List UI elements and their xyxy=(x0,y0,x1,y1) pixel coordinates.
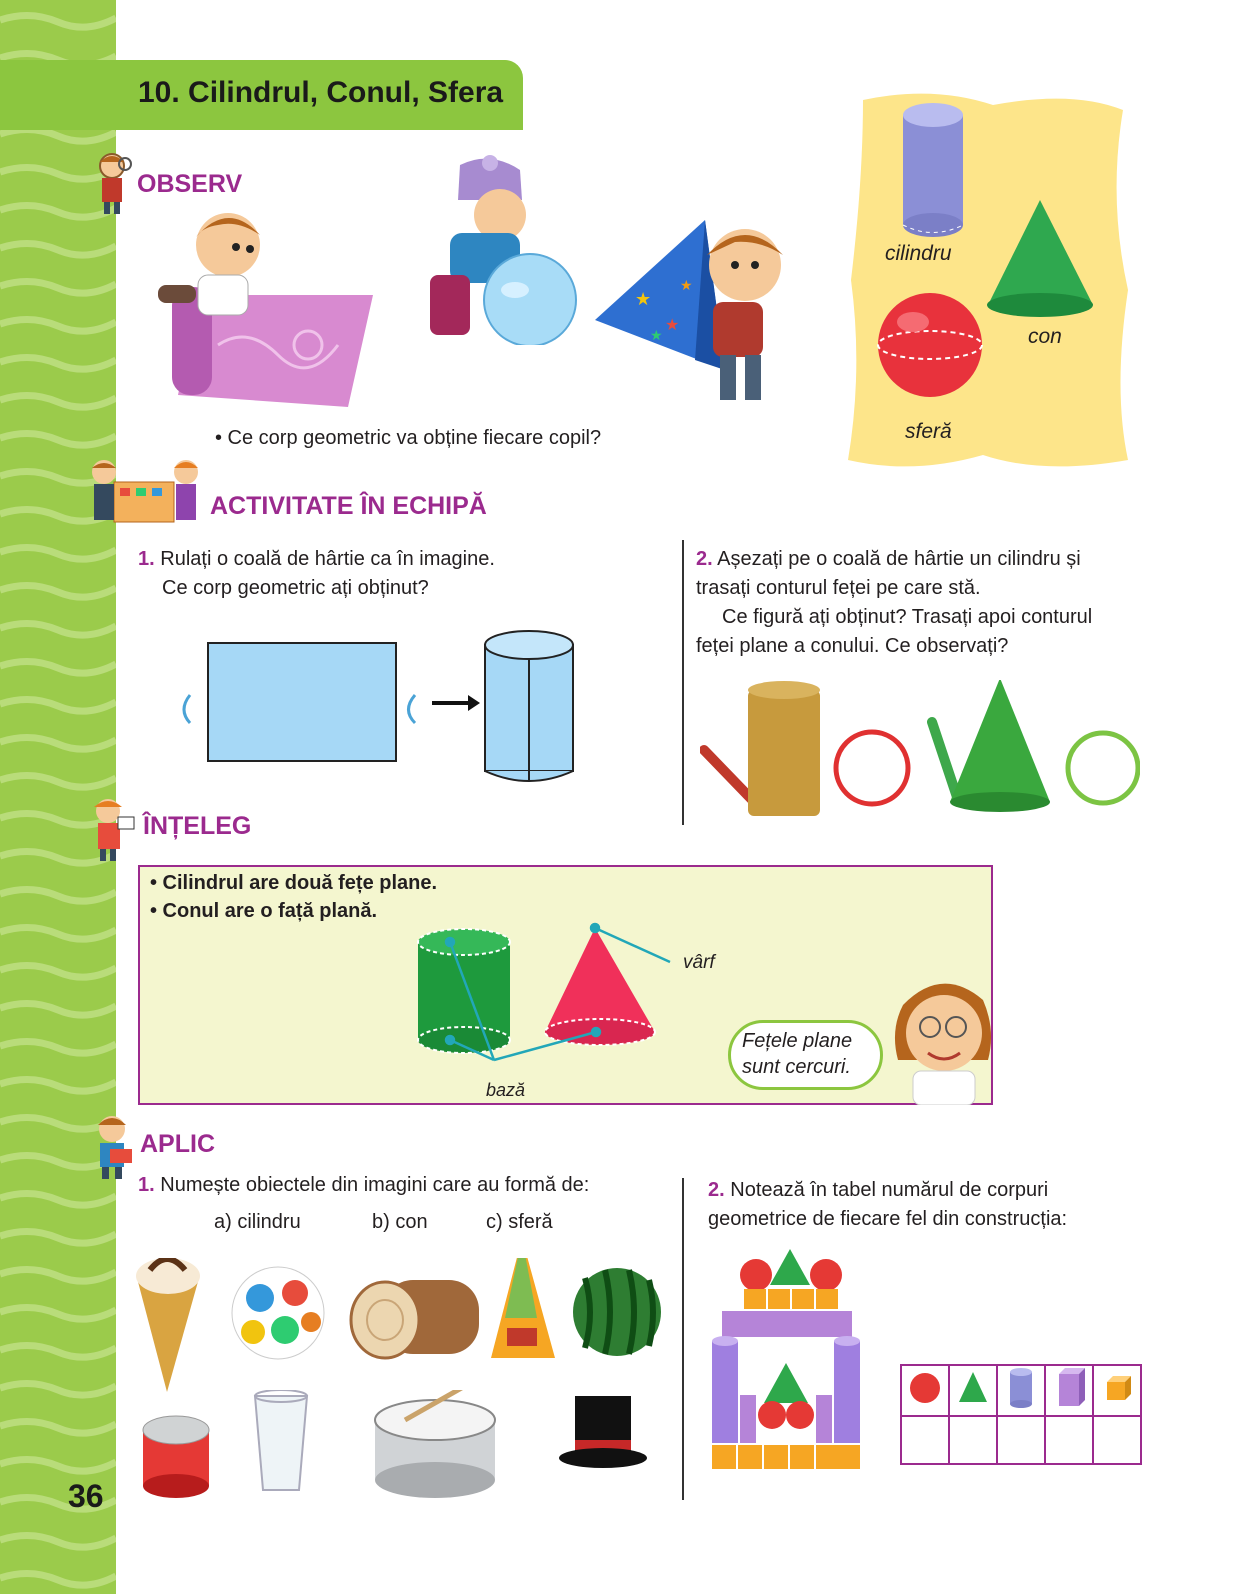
aplic-task1-number: 1. xyxy=(138,1174,155,1196)
option-a: a) cilindru xyxy=(214,1211,301,1233)
team-task1-line2: Ce corp geometric ați obținut? xyxy=(162,577,429,599)
answer-cell-prism[interactable] xyxy=(1045,1416,1093,1464)
label-baza: bază xyxy=(486,1080,526,1100)
tin-can-icon xyxy=(143,1416,209,1498)
aplic-task2-text1: Notează în tabel numărul de corpuri xyxy=(730,1179,1049,1201)
red-cone xyxy=(545,928,655,1045)
team-task1-number: 1. xyxy=(138,548,155,570)
answer-cell-cube[interactable] xyxy=(1093,1416,1141,1464)
kid-snowball-illustration xyxy=(410,155,580,345)
green-cone xyxy=(950,680,1050,802)
soccer-ball-icon xyxy=(232,1267,324,1359)
fact-cylinder: • Cilindrul are două fețe plane. xyxy=(150,872,438,894)
label-con: con xyxy=(1028,325,1062,348)
table-header-row xyxy=(901,1365,1141,1416)
team-task1-line1 xyxy=(138,544,495,574)
roll-arrow-right-icon xyxy=(409,695,416,723)
sphere-shape-icon xyxy=(878,293,982,397)
kids-with-book-icon xyxy=(86,458,204,528)
red-circle-trace xyxy=(836,732,908,804)
green-pencil-icon xyxy=(932,722,958,800)
cylinder-column-icon xyxy=(997,1365,1045,1416)
sphere-column-icon xyxy=(901,1365,949,1416)
column-divider xyxy=(682,540,684,825)
column-divider-2 xyxy=(682,1178,684,1500)
team-task2-line4: feței plane a conului. Ce observați? xyxy=(696,635,1009,657)
label-cilindru: cilindru xyxy=(885,242,952,265)
paper-rectangle xyxy=(208,643,396,761)
party-hat-icon xyxy=(491,1258,555,1358)
cube-column-icon xyxy=(1093,1365,1141,1416)
option-b: b) con xyxy=(372,1211,428,1233)
paper-rolling-diagram xyxy=(170,625,590,795)
block-construction-illustration xyxy=(712,1245,872,1495)
kid-magnifier-icon xyxy=(92,150,132,216)
aplic-task1-line xyxy=(138,1170,589,1200)
green-cylinder xyxy=(418,929,510,1053)
drum-icon xyxy=(375,1390,495,1498)
table-answer-row xyxy=(901,1416,1141,1464)
trace-shapes-illustration xyxy=(700,680,1140,830)
team-heading: ACTIVITATE ÎN ECHIPĂ xyxy=(210,492,487,520)
svg-text:★: ★ xyxy=(665,315,680,334)
answer-cell-sphere[interactable] xyxy=(901,1416,949,1464)
aplic-task2-line2: geometrice de fiecare fel din construcția: xyxy=(708,1208,1068,1230)
answer-cell-cone[interactable] xyxy=(949,1416,997,1464)
candle-cylinder xyxy=(748,690,820,816)
rolled-cylinder xyxy=(485,631,573,781)
kid-rolling-mat-illustration xyxy=(158,195,380,413)
objects-row-1 xyxy=(135,1258,675,1398)
faces-diagram xyxy=(410,920,710,1095)
observ-heading: OBSERV xyxy=(137,170,243,198)
ice-cream-cone-icon xyxy=(136,1258,200,1392)
cylinder-shape-icon xyxy=(903,103,963,237)
wooden-log-icon xyxy=(351,1280,479,1358)
aplic-heading: APLIC xyxy=(140,1130,215,1158)
inteleg-heading: ÎNȚELEG xyxy=(143,812,252,840)
fact-cone: • Conul are o față plană. xyxy=(150,900,378,922)
watermelon-icon xyxy=(573,1268,661,1356)
team-task1-text1: Rulați o coală de hârtie ca în imagine. xyxy=(160,548,495,570)
team-task2-line2: trasați conturul feței pe care stă. xyxy=(696,577,981,599)
answer-cell-cylinder[interactable] xyxy=(997,1416,1045,1464)
aplic-task1-text: Numește obiectele din imagini care au formă de: xyxy=(160,1174,590,1196)
label-sfera: sferă xyxy=(905,420,952,443)
team-task2-line1 xyxy=(696,544,1081,574)
team-task2-text1: Așezați pe o coală de hârtie un cilindru și xyxy=(717,548,1081,570)
svg-text:★: ★ xyxy=(680,278,693,294)
aplic-task2-line1 xyxy=(708,1175,1048,1205)
speech-line1: Fețele plane xyxy=(742,1030,853,1052)
speech-text xyxy=(742,1028,852,1080)
count-table xyxy=(900,1364,1142,1465)
speech-line2: sunt cercuri. xyxy=(742,1056,851,1078)
option-c: c) sferă xyxy=(486,1211,553,1233)
team-task2-number: 2. xyxy=(696,548,713,570)
roll-arrow-left-icon xyxy=(184,695,190,723)
lesson-title: 10. Cilindrul, Conul, Sfera xyxy=(138,76,504,109)
team-task2-line3: Ce figură ați obținut? Trasați apoi conturul xyxy=(722,606,1093,628)
teacher-character-illustration xyxy=(888,975,996,1105)
cone-column-icon xyxy=(949,1365,997,1416)
shapes-panel xyxy=(843,90,1133,470)
page-number: 36 xyxy=(68,1478,104,1514)
glass-icon xyxy=(255,1390,307,1490)
aplic-task2-number: 2. xyxy=(708,1179,725,1201)
svg-text:★: ★ xyxy=(650,328,663,344)
top-hat-icon xyxy=(559,1396,647,1468)
label-varf: vârf xyxy=(683,952,715,973)
svg-text:★: ★ xyxy=(635,289,652,310)
observ-question: • Ce corp geometric va obține fiecare copil? xyxy=(215,427,602,449)
kid-paper-cone-illustration xyxy=(595,210,795,405)
green-circle-trace xyxy=(1068,733,1138,803)
objects-row-2 xyxy=(135,1390,675,1510)
kid-reading-icon xyxy=(88,1113,136,1179)
prism-column-icon xyxy=(1045,1365,1093,1416)
kid-with-card-icon xyxy=(82,795,138,865)
